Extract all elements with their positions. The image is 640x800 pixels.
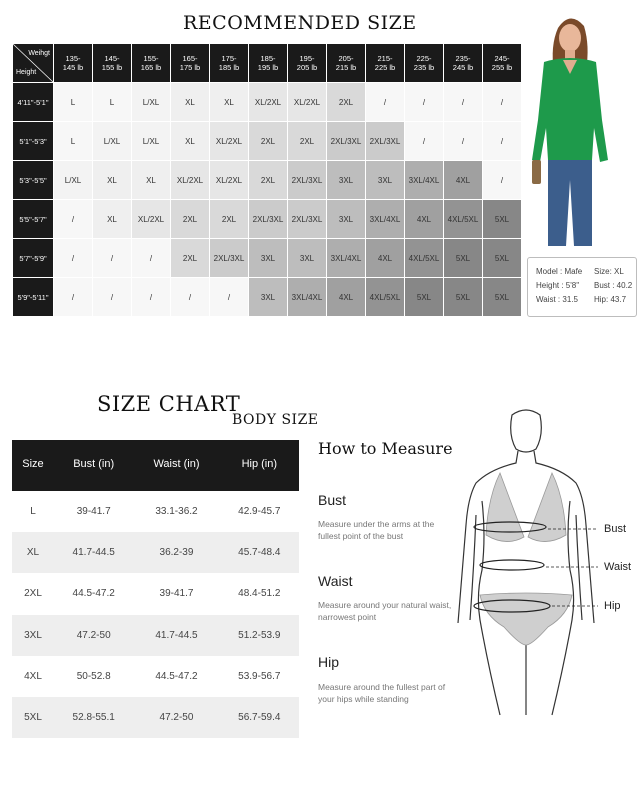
size-chart-cell: 56.7-59.4 xyxy=(220,697,299,738)
size-cell: / xyxy=(93,278,131,316)
size-chart-header-row xyxy=(12,440,299,488)
size-cell: 4XL/5XL xyxy=(405,239,443,277)
size-cell: 3XL xyxy=(366,161,404,199)
size-chart-cell: 41.7-44.5 xyxy=(133,615,219,656)
bust-description: Measure under the arms at the fullest point of the bust xyxy=(318,519,435,541)
size-chart-cell: 47.2-50 xyxy=(54,615,133,656)
size-cell: 2XL/3XL xyxy=(210,239,248,277)
col-header-hip: Hip (in) xyxy=(220,440,299,488)
col-header-size: Size xyxy=(12,440,54,488)
size-chart-row xyxy=(12,615,299,656)
size-chart-row xyxy=(12,491,299,532)
size-cell: L xyxy=(54,83,92,121)
size-cell: 4XL/5XL xyxy=(366,278,404,316)
size-cell: 3XL xyxy=(327,200,365,238)
size-cell: 2XL xyxy=(327,83,365,121)
size-cell: 2XL/3XL xyxy=(288,161,326,199)
size-chart-row xyxy=(12,532,299,573)
size-cell: / xyxy=(483,161,521,199)
size-cell: 2XL/3XL xyxy=(366,122,404,160)
size-cell: / xyxy=(405,83,443,121)
size-chart-row xyxy=(12,656,299,697)
size-cell: 4XL xyxy=(405,200,443,238)
size-chart-cell: 5XL xyxy=(12,697,54,738)
weight-header: 235- 245 lb xyxy=(444,44,482,82)
size-cell: 2XL xyxy=(171,239,209,277)
corner-weight-label: Weihgt xyxy=(28,50,50,57)
size-cell: 5XL xyxy=(483,278,521,316)
size-cell: / xyxy=(444,122,482,160)
figure-label-bust: Bust xyxy=(604,523,627,535)
size-cell: 5XL xyxy=(483,200,521,238)
size-chart-cell: 36.2-39 xyxy=(133,532,219,573)
size-cell: / xyxy=(483,83,521,121)
size-cell: 5XL xyxy=(483,239,521,277)
weight-header: 175- 185 lb xyxy=(210,44,248,82)
weight-header: 195- 205 lb xyxy=(288,44,326,82)
model-hip: Hip: 43.7 xyxy=(594,295,627,304)
model-info-box xyxy=(527,257,637,317)
weight-header: 215- 225 lb xyxy=(366,44,404,82)
size-chart-cell: 33.1-36.2 xyxy=(155,506,198,518)
size-cell: XL xyxy=(210,83,248,121)
waist-description: Measure around your natural waist, narrowest point xyxy=(318,600,452,622)
model-name: Model : Mafe xyxy=(536,267,583,276)
corner-height-label: Height xyxy=(16,69,37,76)
size-cell: / xyxy=(210,278,248,316)
size-cell: / xyxy=(54,239,92,277)
size-cell: XL xyxy=(93,200,131,238)
size-cell: 3XL/4XL xyxy=(327,239,365,277)
size-cell: / xyxy=(132,239,170,277)
size-cell: / xyxy=(483,122,521,160)
size-cell: 5XL xyxy=(444,278,482,316)
size-cell: L xyxy=(54,122,92,160)
model-bust: Bust : 40.2 xyxy=(594,281,633,290)
size-chart-cell: XL xyxy=(12,532,54,573)
size-chart-cell: 47.2-50 xyxy=(133,697,219,738)
model-waist: Waist : 31.5 xyxy=(536,295,578,304)
size-cell: 5XL xyxy=(444,239,482,277)
size-cell: 3XL/4XL xyxy=(405,161,443,199)
size-cell: / xyxy=(405,122,443,160)
size-chart-cell: L xyxy=(30,506,36,518)
size-cell: 2XL xyxy=(249,122,287,160)
size-cell: XL xyxy=(171,122,209,160)
size-chart-cell: 50-52.8 xyxy=(76,670,111,682)
size-cell: 3XL xyxy=(249,239,287,277)
size-cell: L/XL xyxy=(132,122,170,160)
size-cell: 4XL xyxy=(366,239,404,277)
size-cell: / xyxy=(444,83,482,121)
size-cell: XL xyxy=(132,161,170,199)
height-row-header: 5'5"-5'7" xyxy=(13,200,53,238)
size-chart-cell: 41.7-44.5 xyxy=(54,532,133,573)
weight-header: 145- 155 lb xyxy=(93,44,131,82)
size-cell: 4XL xyxy=(444,161,482,199)
height-row-header: 5'7"-5'9" xyxy=(13,239,53,277)
size-cell: 5XL xyxy=(405,278,443,316)
col-header-waist: Waist (in) xyxy=(133,440,219,488)
recommended-size-title: RECOMMENDED SIZE xyxy=(183,12,417,34)
size-cell: XL xyxy=(171,83,209,121)
size-cell: / xyxy=(366,83,404,121)
model-size: Size: XL xyxy=(594,267,624,276)
size-chart-title: SIZE CHART xyxy=(97,392,241,416)
size-chart-cell: 52.8-55.1 xyxy=(54,697,133,738)
size-cell: L/XL xyxy=(54,161,92,199)
size-cell: 3XL/4XL xyxy=(366,200,404,238)
size-chart-row xyxy=(12,573,299,614)
size-cell: 2XL/3XL xyxy=(288,200,326,238)
size-cell: 3XL xyxy=(327,161,365,199)
size-cell: / xyxy=(132,278,170,316)
size-cell: / xyxy=(54,200,92,238)
hip-heading: Hip xyxy=(318,654,340,670)
size-cell: XL/2XL xyxy=(132,200,170,238)
size-chart-cell: 53.9-56.7 xyxy=(238,670,281,682)
bust-heading: Bust xyxy=(318,492,347,508)
size-cell: 3XL xyxy=(288,239,326,277)
size-chart-cell: 44.5-47.2 xyxy=(155,670,198,682)
size-cell: XL/2XL xyxy=(210,161,248,199)
figure-label-hip: Hip xyxy=(604,600,621,612)
weight-header: 155- 165 lb xyxy=(132,44,170,82)
size-chart-cell: 3XL xyxy=(12,615,54,656)
weight-header: 225- 235 lb xyxy=(405,44,443,82)
model-height: Height : 5'8'' xyxy=(536,281,580,290)
waist-heading: Waist xyxy=(318,573,353,589)
size-chart-cell: 4XL xyxy=(24,670,42,682)
size-cell: L/XL xyxy=(93,122,131,160)
size-cell: / xyxy=(171,278,209,316)
body-size-subtitle: BODY SIZE xyxy=(232,412,319,428)
height-row-header: 5'9"-5'11" xyxy=(13,278,53,316)
size-chart-cell: 2XL xyxy=(24,588,42,600)
height-row-header: 4'11"-5'1" xyxy=(13,83,53,121)
size-cell: 2XL xyxy=(171,200,209,238)
size-cell: 2XL xyxy=(249,161,287,199)
weight-header: 205- 215 lb xyxy=(327,44,365,82)
size-chart-cell: 51.2-53.9 xyxy=(220,615,299,656)
size-cell: XL/2XL xyxy=(171,161,209,199)
weight-header: 245- 255 lb xyxy=(483,44,521,82)
how-to-measure-title: How to Measure xyxy=(318,439,453,458)
grid-corner-header xyxy=(13,44,53,82)
size-cell: 3XL/4XL xyxy=(288,278,326,316)
size-chart-cell: 39-41.7 xyxy=(76,506,111,518)
size-cell: 2XL xyxy=(288,122,326,160)
recommended-size-grid xyxy=(13,44,521,316)
size-cell: 4XL xyxy=(327,278,365,316)
size-chart-table xyxy=(12,440,299,738)
height-row-header: 5'3"-5'5" xyxy=(13,161,53,199)
size-chart-cell: 45.7-48.4 xyxy=(220,532,299,573)
size-chart-cell: 48.4-51.2 xyxy=(238,588,281,600)
size-cell: 3XL xyxy=(249,278,287,316)
hip-description: Measure around the fullest part of your hips while standing xyxy=(318,682,446,704)
size-cell: / xyxy=(93,239,131,277)
size-cell: XL/2XL xyxy=(249,83,287,121)
size-chart-row xyxy=(12,697,299,738)
size-cell: 2XL xyxy=(210,200,248,238)
size-cell: XL/2XL xyxy=(288,83,326,121)
model-photo xyxy=(530,10,610,250)
size-cell: 2XL/3XL xyxy=(249,200,287,238)
weight-header: 185- 195 lb xyxy=(249,44,287,82)
height-row-header: 5'1"-5'3" xyxy=(13,122,53,160)
size-cell: 4XL/5XL xyxy=(444,200,482,238)
size-cell: / xyxy=(54,278,92,316)
size-chart-cell: 39-41.7 xyxy=(159,588,194,600)
body-measurement-figure xyxy=(440,405,640,725)
size-cell: XL xyxy=(93,161,131,199)
col-header-bust: Bust (in) xyxy=(54,440,133,488)
figure-label-waist: Waist xyxy=(604,561,632,573)
size-cell: L/XL xyxy=(132,83,170,121)
weight-header: 165- 175 lb xyxy=(171,44,209,82)
size-cell: L xyxy=(93,83,131,121)
size-cell: 2XL/3XL xyxy=(327,122,365,160)
size-chart-cell: 42.9-45.7 xyxy=(238,506,281,518)
weight-header: 135- 145 lb xyxy=(54,44,92,82)
size-cell: XL/2XL xyxy=(210,122,248,160)
size-chart-cell: 44.5-47.2 xyxy=(72,588,115,600)
